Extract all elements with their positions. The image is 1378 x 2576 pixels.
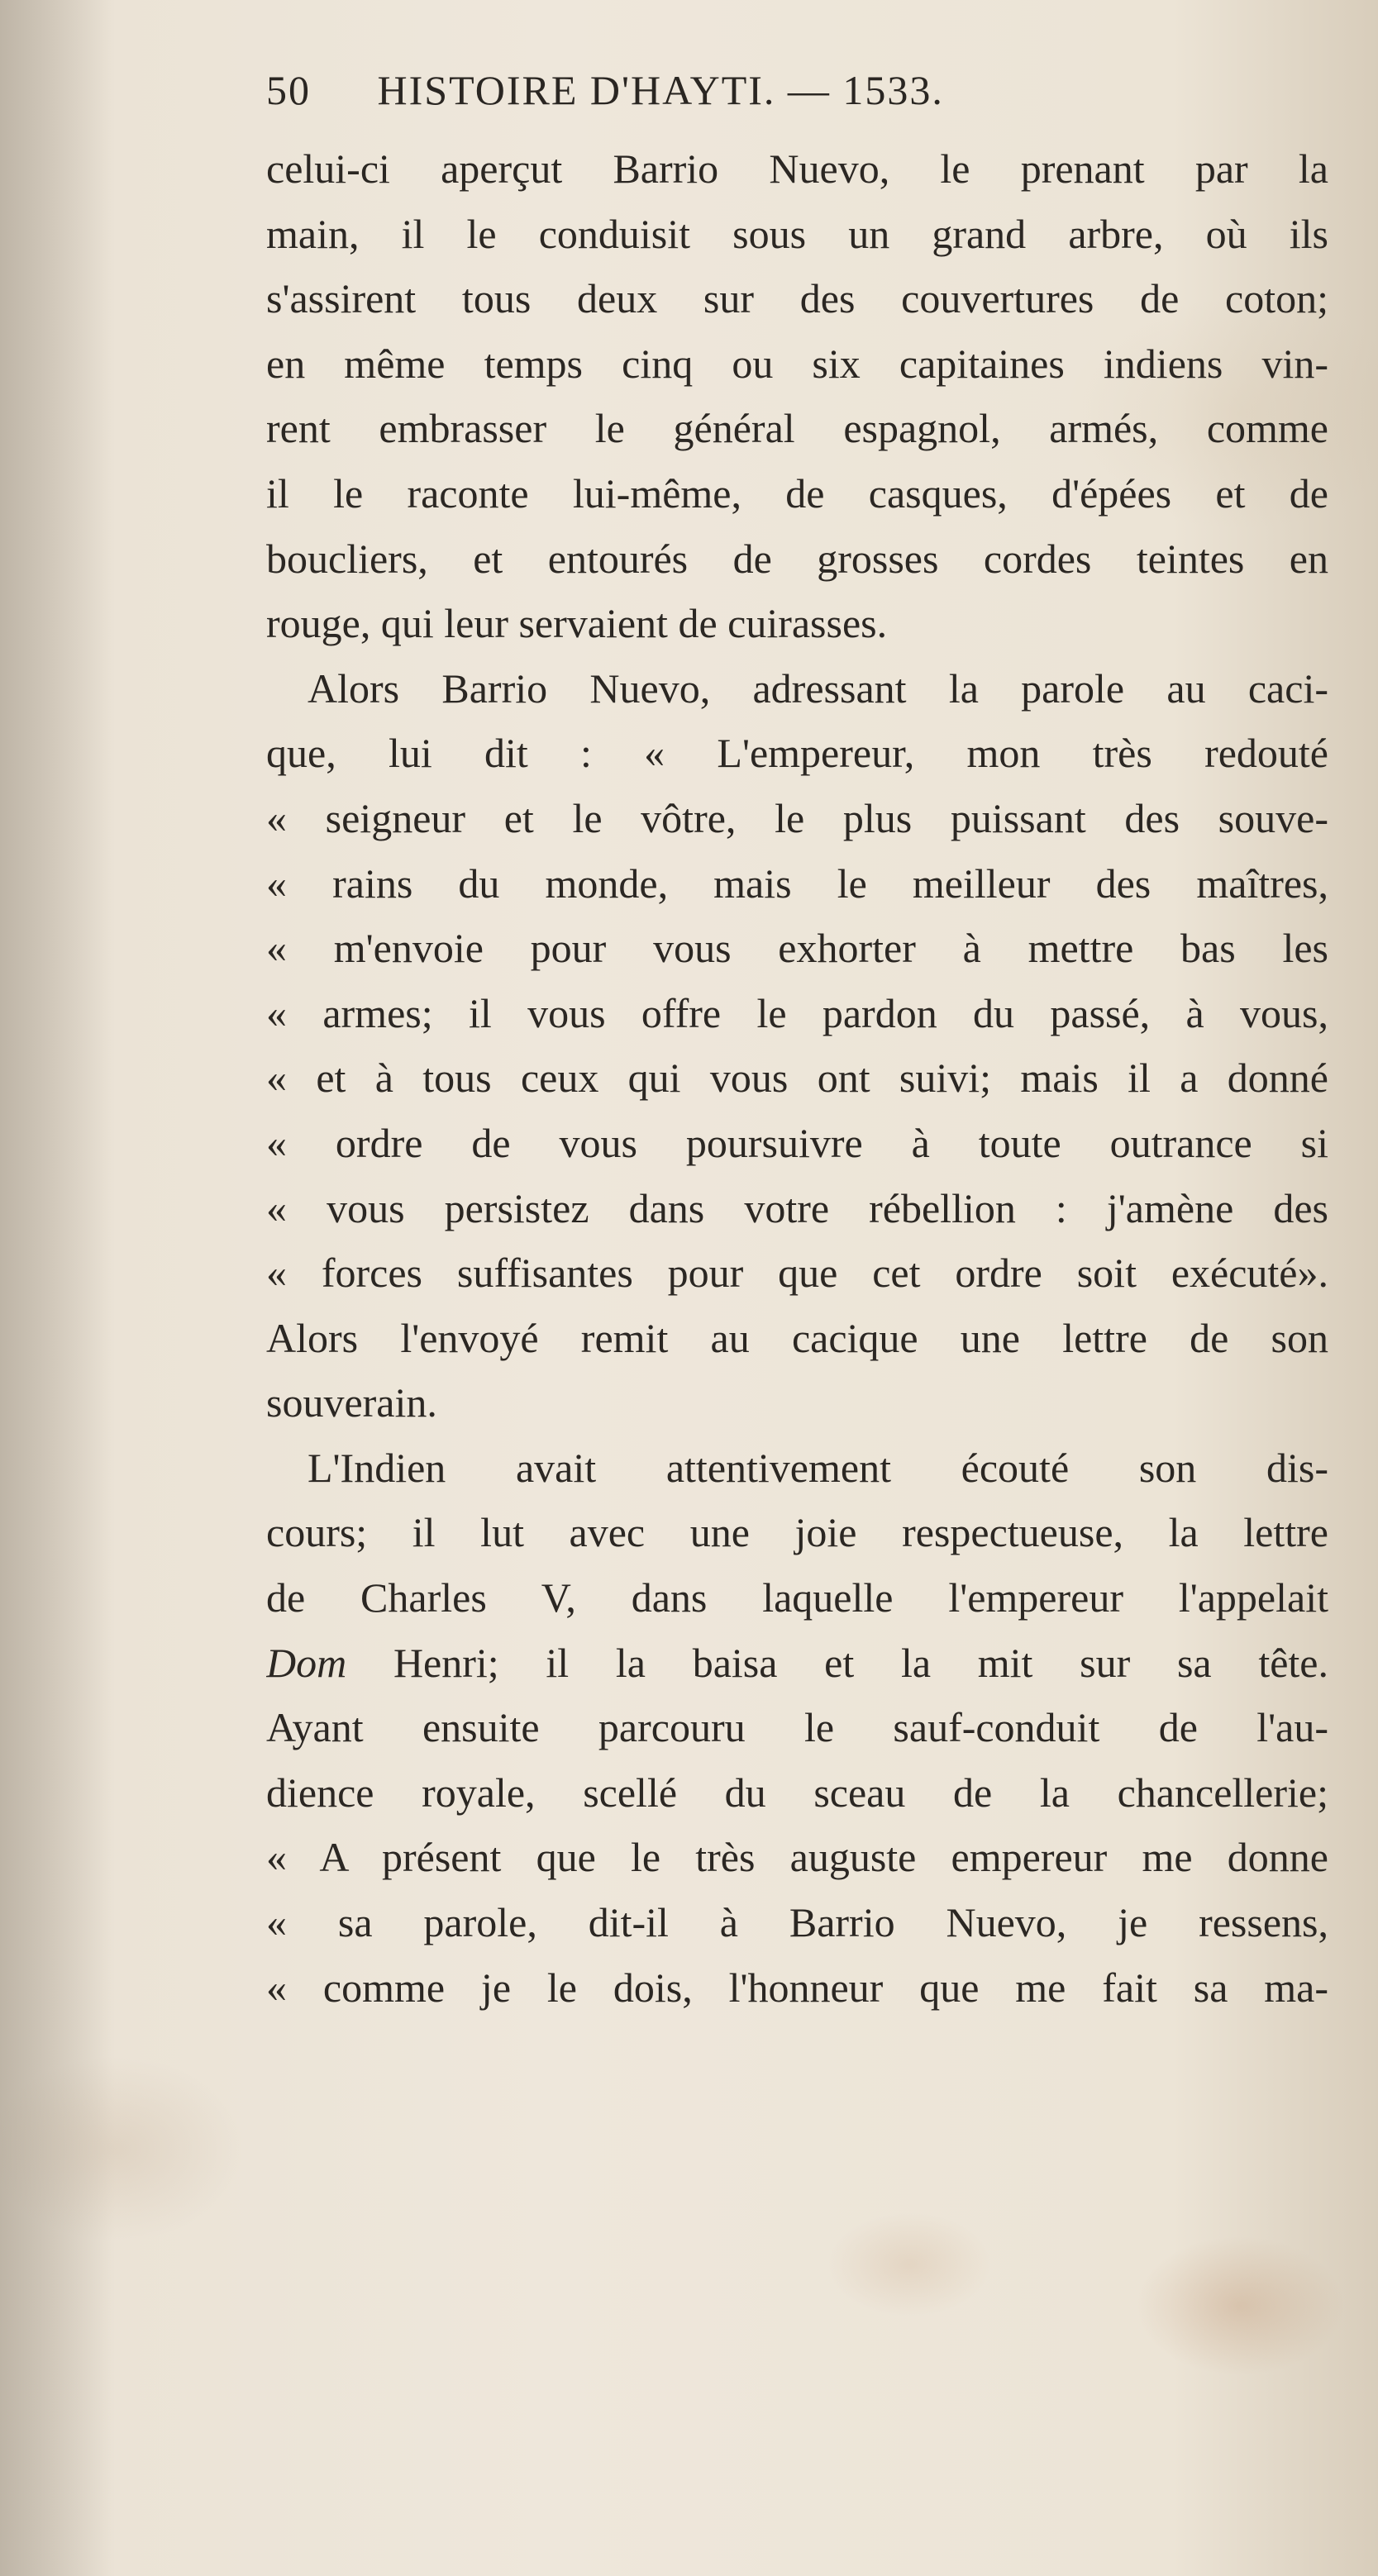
- running-title: HISTOIRE D'HAYTI. — 1533.: [377, 67, 944, 113]
- italic-word: Dom: [266, 1639, 347, 1686]
- text-line: de Charles V, dans laquelle l'empereur l'appelait: [266, 1574, 1328, 1621]
- text-line-with-italic: [266, 1631, 1328, 1696]
- text-line: boucliers, et entourés de grosses cordes teintes en: [266, 535, 1328, 582]
- text-line: « ordre de vous poursuivre à toute outrance si: [266, 1119, 1328, 1166]
- text-line: celui-ci aperçut Barrio Nuevo, le prenant par la: [266, 145, 1328, 192]
- text-line: souverain.: [266, 1379, 437, 1426]
- text-line: rouge, qui leur servaient de cuirasses.: [266, 600, 888, 647]
- text-line: dience royale, scellé du sceau de la chancellerie;: [266, 1769, 1328, 1816]
- text-line: Alors Barrio Nuevo, adressant la parole au caci-: [308, 664, 1328, 712]
- page-number: 50: [266, 67, 311, 113]
- text-line: s'assirent tous deux sur des couvertures de coton;: [266, 275, 1328, 322]
- text-line: « sa parole, dit-il à Barrio Nuevo, je ressens,: [266, 1899, 1328, 1946]
- text-line: « A présent que le très auguste empereur me donne: [266, 1834, 1328, 1881]
- body-text: [266, 136, 1328, 2020]
- text-line: cours; il lut avec une joie respectueuse, la lettre: [266, 1509, 1328, 1556]
- text-line: rent embrasser le général espagnol, armés, comme: [266, 405, 1328, 452]
- text-line: « vous persistez dans votre rébellion : j'amène des: [266, 1184, 1328, 1231]
- text-line: en même temps cinq ou six capitaines indiens vin-: [266, 340, 1328, 387]
- text-line: « seigneur et le vôtre, le plus puissant des souve-: [266, 794, 1328, 841]
- text-line: que, lui dit : « L'empereur, mon très redouté: [266, 730, 1328, 777]
- text-line: L'Indien avait attentivement écouté son dis-: [308, 1444, 1328, 1491]
- text-line: main, il le conduisit sous un grand arbre, où ils: [266, 210, 1328, 257]
- text-line: il le raconte lui-même, de casques, d'épées et de: [266, 469, 1328, 517]
- text-line: « comme je le dois, l'honneur que me fait sa ma-: [266, 1964, 1328, 2011]
- text-line-rest: Henri; il la baisa et la mit sur sa tête.: [393, 1639, 1328, 1686]
- gutter-shadow: [0, 0, 116, 2576]
- text-line: « armes; il vous offre le pardon du passé, à vous,: [266, 989, 1328, 1036]
- text-line: « m'envoie pour vous exhorter à mettre bas les: [266, 925, 1328, 972]
- text-line: Ayant ensuite parcouru le sauf-conduit de l'au-: [266, 1704, 1328, 1751]
- text-line: Alors l'envoyé remit au cacique une lettre de son: [266, 1314, 1328, 1361]
- running-head: [266, 66, 1175, 126]
- text-line: « forces suffisantes pour que cet ordre soit exécuté».: [266, 1250, 1328, 1297]
- text-line: « et à tous ceux qui vous ont suivi; mais il a donné: [266, 1055, 1328, 1102]
- text-line: « rains du monde, mais le meilleur des maîtres,: [266, 859, 1328, 907]
